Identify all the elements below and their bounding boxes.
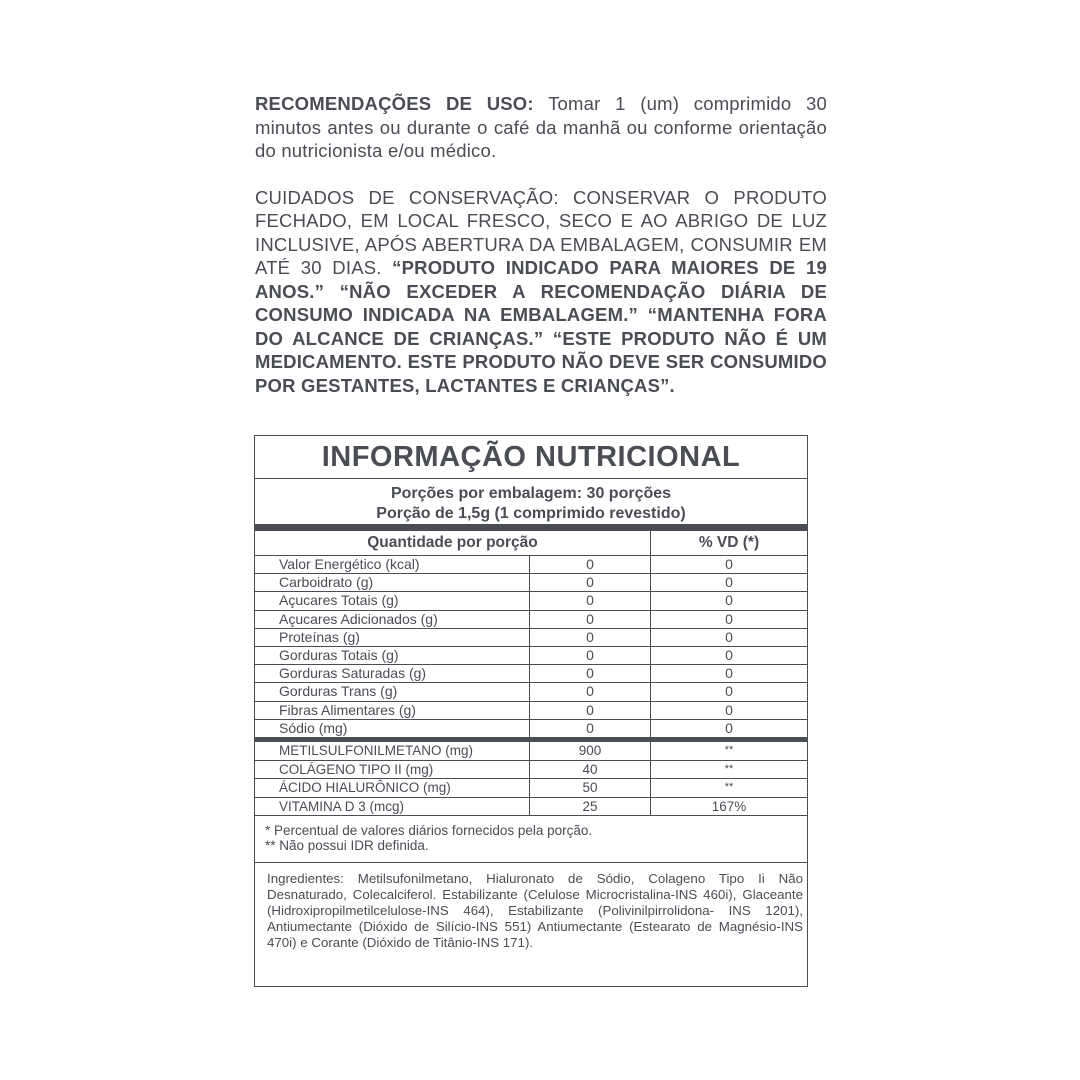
recommendation-text: Tomar 1 (um) comprimido 30 minutos antes ou durante o café da manhã ou conforme orientação do nutricionista e/ou médico. bbox=[255, 93, 827, 161]
cell-name: VITAMINA D 3 (mcg) bbox=[255, 797, 530, 816]
cell-qty: 0 bbox=[530, 592, 651, 610]
cell-name: Gorduras Totais (g) bbox=[255, 647, 530, 665]
cell-qty: 0 bbox=[530, 647, 651, 665]
cell-qty: 0 bbox=[530, 628, 651, 646]
header-quantity: Quantidade por porção bbox=[255, 531, 651, 556]
footnotes bbox=[255, 816, 807, 863]
table-row bbox=[255, 610, 807, 628]
cell-qty: 900 bbox=[530, 740, 651, 761]
table-row bbox=[255, 760, 807, 779]
cell-vd: 0 bbox=[651, 610, 808, 628]
table-header-row bbox=[255, 531, 807, 556]
cell-qty: 0 bbox=[530, 683, 651, 701]
cell-vd: ** bbox=[651, 740, 808, 761]
cell-qty: 25 bbox=[530, 797, 651, 816]
recommendation-label: RECOMENDAÇÕES DE USO: bbox=[255, 93, 534, 114]
cell-qty: 0 bbox=[530, 610, 651, 628]
cell-qty: 50 bbox=[530, 779, 651, 798]
cell-qty: 0 bbox=[530, 574, 651, 592]
table-row bbox=[255, 779, 807, 798]
table-row bbox=[255, 556, 807, 574]
cell-name: METILSULFONILMETANO (mg) bbox=[255, 740, 530, 761]
cell-vd: 167% bbox=[651, 797, 808, 816]
cell-vd: 0 bbox=[651, 647, 808, 665]
warnings-text: “PRODUTO INDICADO PARA MAIORES DE 19 ANOS.” “NÃO EXCEDER A RECOMENDAÇÃO DIÁRIA DE CONSUMO INDICADA NA EMBALAGEM.” “MANTENHA FORA DO ALCANCE DE CRIANÇAS.” “ESTE PRODUTO NÃO É UM MEDICAMENTO. ESTE PRODUTO NÃO DEVE SER CONSUMIDO POR GESTANTES, LACTANTES E CRIANÇAS”. bbox=[255, 257, 827, 396]
table-row bbox=[255, 592, 807, 610]
cell-vd: 0 bbox=[651, 665, 808, 683]
cell-vd: 0 bbox=[651, 683, 808, 701]
table-row bbox=[255, 740, 807, 761]
cell-name: Valor Energético (kcal) bbox=[255, 556, 530, 574]
table-row bbox=[255, 719, 807, 739]
table-row bbox=[255, 701, 807, 719]
table-row bbox=[255, 797, 807, 816]
cell-name: Açucares Adicionados (g) bbox=[255, 610, 530, 628]
table-row bbox=[255, 628, 807, 646]
cell-vd: 0 bbox=[651, 628, 808, 646]
header-vd: % VD (*) bbox=[651, 531, 808, 556]
cell-vd: 0 bbox=[651, 701, 808, 719]
cell-name: Carboidrato (g) bbox=[255, 574, 530, 592]
table-row bbox=[255, 647, 807, 665]
cell-qty: 0 bbox=[530, 665, 651, 683]
portions-info bbox=[255, 479, 807, 531]
cell-vd: 0 bbox=[651, 719, 808, 739]
care-text: CUIDADOS DE CONSERVAÇÃO: CONSERVAR O PRODUTO FECHADO, EM LOCAL FRESCO, SECO E AO ABRIGO DE LUZ INCLUSIVE, APÓS ABERTURA DA EMBALAGEM, CONSUMIR EM ATÉ 30 DIAS. bbox=[255, 186, 827, 278]
cell-qty: 0 bbox=[530, 556, 651, 574]
nutrition-panel bbox=[254, 435, 808, 987]
cell-name: Fibras Alimentares (g) bbox=[255, 701, 530, 719]
cell-vd: 0 bbox=[651, 556, 808, 574]
cell-qty: 0 bbox=[530, 719, 651, 739]
nutrition-table bbox=[255, 531, 807, 816]
cell-name: COLÁGENO TIPO II (mg) bbox=[255, 760, 530, 779]
footnote-idr: ** Não possui IDR definida. bbox=[265, 838, 429, 854]
cell-vd: 0 bbox=[651, 592, 808, 610]
cell-vd: 0 bbox=[651, 574, 808, 592]
portions-per-package: Porções por embalagem: 30 porções bbox=[390, 485, 672, 502]
usage-recommendation bbox=[255, 92, 827, 163]
table-row bbox=[255, 665, 807, 683]
portion-size: Porção de 1,5g (1 comprimido revestido) bbox=[376, 505, 686, 522]
panel-title: INFORMAÇÃO NUTRICIONAL bbox=[255, 436, 807, 479]
usage-section bbox=[255, 92, 827, 397]
cell-name: Gorduras Saturadas (g) bbox=[255, 665, 530, 683]
care-paragraph bbox=[255, 186, 827, 398]
cell-name: Sódio (mg) bbox=[255, 719, 530, 739]
ingredients-text: Ingredientes: Metilsufonilmetano, Hialuronato de Sódio, Colageno Tipo Ii Não Desnaturado, Colecalciferol. Estabilizante (Celulose Microcristalina-INS 460i), Glaceante (Hidroxipropilmetilcelulose-INS 464), Estabilizante (Polivinilpirrolidona- INS 1201), Antiumectante (Dióxido de Silício-INS 551) Antiumectante (Estearato de Magnésio-INS 470i) e Corante (Dióxido de Titânio-INS 171). bbox=[267, 871, 803, 951]
cell-vd: ** bbox=[651, 760, 808, 779]
footnote-vd: * Percentual de valores diários fornecidos pela porção. bbox=[265, 823, 593, 839]
table-row bbox=[255, 683, 807, 701]
cell-name: Proteínas (g) bbox=[255, 628, 530, 646]
cell-name: Gorduras Trans (g) bbox=[255, 683, 530, 701]
cell-qty: 0 bbox=[530, 701, 651, 719]
cell-name: ÁCIDO HIALURÔNICO (mg) bbox=[255, 779, 530, 798]
cell-vd: ** bbox=[651, 779, 808, 798]
table-row bbox=[255, 574, 807, 592]
cell-qty: 40 bbox=[530, 760, 651, 779]
cell-name: Açucares Totais (g) bbox=[255, 592, 530, 610]
